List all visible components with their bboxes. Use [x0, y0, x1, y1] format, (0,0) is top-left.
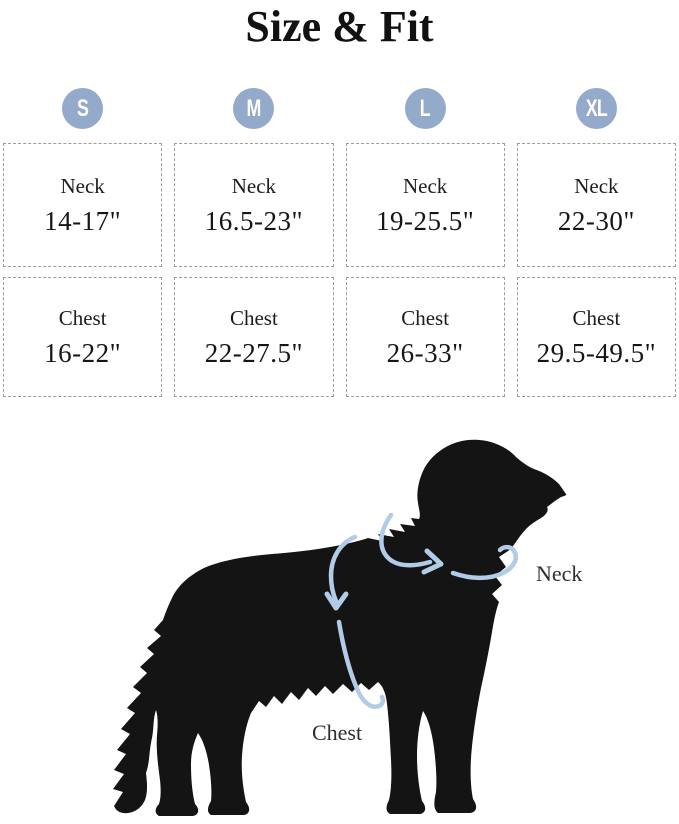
chest-cell-l — [346, 277, 505, 397]
size-badge-xl — [576, 88, 617, 129]
size-badge-l-label: L — [420, 94, 431, 122]
diagram-chest-label: Chest — [311, 720, 363, 745]
neck-cell-l — [346, 143, 505, 267]
chest-range-m: 22-27.5" — [204, 337, 303, 368]
chest-range-xl: 29.5-49.5" — [536, 337, 657, 368]
chest-label: Chest — [401, 305, 450, 330]
neck-label: Neck — [574, 173, 619, 198]
chest-cell-m — [174, 277, 333, 397]
size-table — [0, 143, 679, 397]
neck-range-s: 14-17" — [44, 205, 122, 236]
size-badge-s-wrap — [3, 88, 162, 129]
neck-label: Neck — [60, 173, 105, 198]
size-badge-s-label: S — [77, 94, 89, 122]
size-badge-xl-label: XL — [585, 94, 607, 122]
chest-range-l: 26-33" — [386, 337, 464, 368]
neck-range-l: 19-25.5" — [375, 205, 475, 236]
size-badge-l — [405, 88, 446, 129]
neck-label: Neck — [231, 173, 277, 198]
neck-cell-xl — [517, 143, 676, 267]
size-badge-l-wrap — [346, 88, 505, 129]
diagram-neck-label: Neck — [536, 561, 583, 586]
size-badge-s — [62, 88, 103, 129]
size-badge-xl-wrap — [517, 88, 676, 129]
chest-cell-xl — [517, 277, 676, 397]
size-badge-m-wrap — [174, 88, 333, 129]
size-badge-row — [0, 88, 679, 129]
dog-measurement-diagram — [0, 420, 679, 824]
chest-label: Chest — [229, 305, 278, 330]
page-title: Size & Fit — [245, 2, 434, 51]
size-badge-m-label: M — [246, 94, 261, 122]
chest-label: Chest — [58, 305, 107, 330]
neck-label: Neck — [402, 173, 448, 198]
chest-range-s: 16-22" — [44, 337, 122, 368]
chest-cell-s — [3, 277, 162, 397]
neck-cell-m — [174, 143, 333, 267]
chest-label: Chest — [572, 305, 621, 330]
neck-range-xl: 22-30" — [557, 205, 635, 236]
size-badge-m — [233, 88, 274, 129]
neck-range-m: 16.5-23" — [204, 205, 303, 236]
neck-cell-s — [3, 143, 162, 267]
